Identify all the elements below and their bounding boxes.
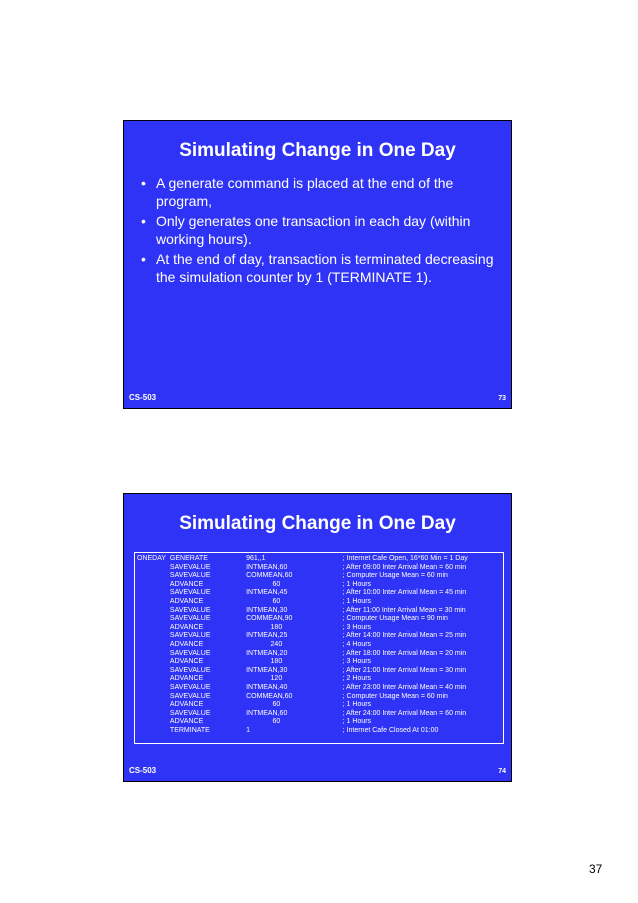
code-comment: ; After 10:00 Inter Arrival Mean = 45 min — [342, 589, 467, 597]
code-operation: SAVEVALUE — [169, 615, 211, 623]
code-row — [137, 667, 503, 676]
code-row — [137, 710, 503, 719]
code-comment: ; 1 Hours — [342, 701, 372, 709]
code-row — [137, 598, 503, 607]
code-comment: ; 1 Hours — [342, 718, 372, 726]
code-comment: ; Computer Usage Mean = 90 min — [342, 615, 448, 623]
code-row — [137, 624, 503, 633]
code-operand: 180 — [270, 623, 283, 631]
code-label — [137, 564, 170, 573]
code-comment: ; Computer Usage Mean = 60 min — [342, 572, 448, 580]
code-label: ONEDAY — [137, 555, 167, 562]
code-row — [137, 607, 503, 616]
code-comment: ; After 14:00 Inter Arrival Mean = 25 min — [342, 632, 467, 640]
code-operand: INTMEAN,25 — [246, 632, 288, 640]
code-row — [137, 641, 503, 650]
code-operand: 60 — [272, 597, 281, 605]
code-comment: ; After 23:00 Inter Arrival Mean = 40 min — [342, 683, 467, 691]
code-row — [137, 650, 503, 659]
slide-footer-course: CS-503 — [129, 393, 157, 402]
slide-74 — [123, 493, 512, 782]
code-operand: INTMEAN,30 — [246, 666, 288, 674]
code-label — [137, 650, 170, 659]
code-comment: ; After 21:00 Inter Arrival Mean = 30 min — [342, 666, 467, 674]
code-label — [137, 701, 170, 710]
slide-title: Simulating Change in One Day — [179, 513, 456, 534]
code-row — [137, 718, 503, 727]
code-table — [137, 555, 503, 735]
code-label — [137, 624, 170, 633]
code-operand: 60 — [272, 701, 281, 709]
code-operation: SAVEVALUE — [169, 589, 211, 597]
code-row — [137, 693, 503, 702]
code-label — [137, 693, 170, 702]
code-operand: 60 — [272, 580, 281, 588]
code-row — [137, 555, 503, 564]
code-row — [137, 572, 503, 581]
code-operand: 60 — [272, 718, 281, 726]
code-row — [137, 589, 503, 598]
code-row — [137, 564, 503, 573]
code-row — [137, 615, 503, 624]
code-operand: 180 — [270, 658, 283, 666]
code-operand: INTMEAN,20 — [246, 649, 288, 657]
code-operation: SAVEVALUE — [169, 649, 211, 657]
bullet-text: A generate command is placed at the end of the program, — [156, 175, 454, 209]
code-operation: SAVEVALUE — [169, 692, 211, 700]
code-operand: INTMEAN,60 — [246, 709, 288, 717]
code-row — [137, 658, 503, 667]
code-comment: ; 4 Hours — [342, 640, 372, 648]
code-row — [137, 632, 503, 641]
code-label — [137, 710, 170, 719]
code-comment: ; 2 Hours — [342, 675, 372, 683]
code-operation: GENERATE — [169, 555, 208, 562]
code-comment: ; Internet Cafe Open, 16*60 Min = 1 Day — [342, 555, 468, 562]
bullet-text: Only generates one transaction in each day (within working hours). — [156, 213, 471, 247]
slide-title: Simulating Change in One Day — [179, 140, 456, 161]
bullet-text: At the end of day, transaction is terminated decreasing the simulation counter by 1 (TERMINATE 1). — [156, 251, 494, 285]
code-label — [137, 632, 170, 641]
code-label — [137, 572, 170, 581]
code-comment: ; 3 Hours — [342, 658, 372, 666]
code-operation: ADVANCE — [169, 658, 204, 666]
code-operand: INTMEAN,40 — [246, 683, 288, 691]
page-number: 37 — [589, 862, 603, 876]
slide-footer-course: CS-503 — [129, 766, 157, 775]
code-operation: SAVEVALUE — [169, 606, 211, 614]
slide-footer-number: 73 — [498, 395, 506, 402]
code-operation: TERMINATE — [169, 726, 210, 734]
code-operand: 961,,1 — [246, 555, 266, 562]
code-operand: 120 — [270, 675, 283, 683]
code-operation: ADVANCE — [169, 597, 204, 605]
code-operation: ADVANCE — [169, 640, 204, 648]
code-operand: INTMEAN,60 — [246, 563, 288, 571]
code-label — [137, 598, 170, 607]
bullet-item — [140, 212, 500, 248]
bullet-dot-icon: • — [141, 213, 146, 229]
code-comment: ; 3 Hours — [342, 623, 372, 631]
code-row — [137, 581, 503, 590]
code-label — [137, 727, 170, 736]
bullet-dot-icon: • — [141, 175, 146, 191]
code-comment: ; After 24:00 Inter Arrival Mean = 60 min — [342, 709, 467, 717]
code-comment: ; Internet Cafe Closed At 01:00 — [342, 726, 439, 734]
code-operation: ADVANCE — [169, 623, 204, 631]
code-operation: SAVEVALUE — [169, 572, 211, 580]
code-operation: SAVEVALUE — [169, 666, 211, 674]
gpss-code-listing — [134, 552, 504, 744]
code-comment: ; 1 Hours — [342, 597, 372, 605]
code-operation: SAVEVALUE — [169, 632, 211, 640]
code-operand: COMMEAN,60 — [246, 572, 293, 580]
code-row — [137, 727, 503, 736]
code-label — [137, 675, 170, 684]
code-operation: ADVANCE — [169, 701, 204, 709]
code-operation: SAVEVALUE — [169, 683, 211, 691]
code-label — [137, 589, 170, 598]
code-operand: INTMEAN,45 — [246, 589, 288, 597]
bullet-item — [140, 250, 500, 286]
code-comment: ; 1 Hours — [342, 580, 372, 588]
code-operation: SAVEVALUE — [169, 563, 211, 571]
code-operand: 1 — [246, 726, 251, 734]
code-operation: ADVANCE — [169, 718, 204, 726]
code-label — [137, 615, 170, 624]
code-operand: INTMEAN,30 — [246, 606, 288, 614]
slide-footer-number: 74 — [498, 768, 506, 775]
bullet-list — [140, 174, 500, 288]
slide-73 — [123, 120, 512, 409]
code-label — [137, 718, 170, 727]
code-label — [137, 607, 170, 616]
code-label — [137, 658, 170, 667]
code-operation: SAVEVALUE — [169, 709, 211, 717]
code-operand: COMMEAN,60 — [246, 692, 293, 700]
code-row — [137, 675, 503, 684]
code-label — [137, 684, 170, 693]
code-comment: ; After 11:00 Inter Arrival Mean = 30 min — [342, 606, 466, 614]
code-label — [137, 581, 170, 590]
code-operand: 240 — [270, 640, 283, 648]
bullet-item — [140, 174, 500, 210]
code-row — [137, 684, 503, 693]
code-label — [137, 667, 170, 676]
code-operation: ADVANCE — [169, 580, 204, 588]
code-comment: ; After 09:00 Inter Arrival Mean = 60 min — [342, 563, 467, 571]
code-operand: COMMEAN,90 — [246, 615, 293, 623]
code-label — [137, 641, 170, 650]
code-row — [137, 701, 503, 710]
code-comment: ; Computer Usage Mean = 60 min — [342, 692, 448, 700]
code-comment: ; After 18:00 Inter Arrival Mean = 20 min — [342, 649, 467, 657]
bullet-dot-icon: • — [141, 251, 146, 267]
code-operation: ADVANCE — [169, 675, 204, 683]
